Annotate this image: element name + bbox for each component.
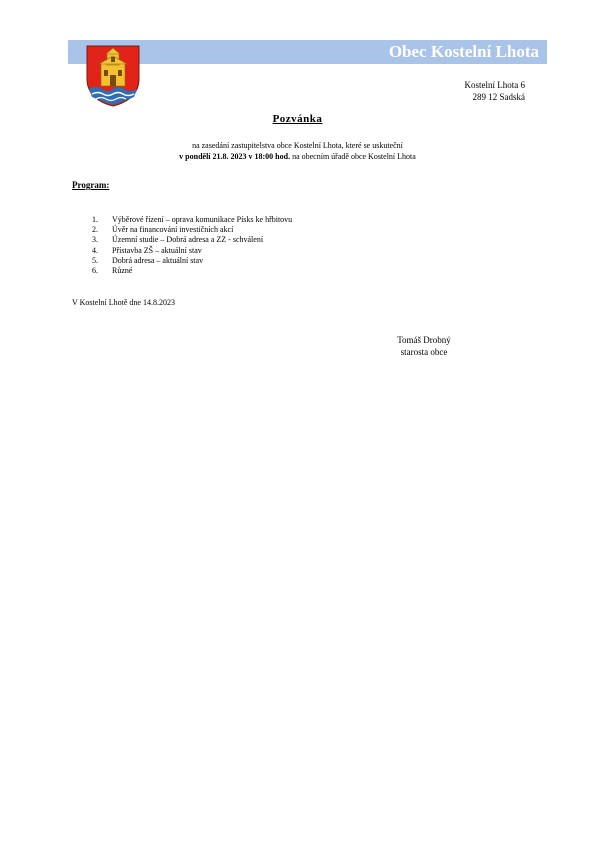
coat-of-arms-icon <box>86 45 140 107</box>
agenda-item-text: Různé <box>112 265 133 275</box>
meeting-place: na obecním úřadě obce Kostelní Lhota <box>290 151 416 161</box>
address-postcode: 289 12 Sadská <box>472 92 525 102</box>
agenda-item-text: Úvěr na financování investičních akcí <box>112 225 234 235</box>
municipality-address <box>465 79 526 103</box>
agenda-item-text: Přístavba ZŠ – aktuální stav <box>112 245 202 255</box>
date-place-line: V Kostelní Lhotě dne 14.8.2023 <box>72 298 175 307</box>
agenda-item-number: 6. <box>92 265 98 275</box>
agenda-list <box>92 215 292 276</box>
program-label: Program: <box>72 180 110 190</box>
agenda-item-number: 2. <box>92 225 98 235</box>
intro-line-2 <box>0 152 595 163</box>
signatory-role: starosta obce <box>400 347 448 357</box>
municipality-title: Obec Kostelní Lhota <box>388 42 539 61</box>
agenda-item <box>92 266 292 276</box>
document-title: Pozvánka <box>272 113 323 125</box>
agenda-item-text: Výběrové řízení – oprava komunikace Písks ke hřbitovu <box>112 215 293 224</box>
invitation-intro <box>0 141 595 162</box>
agenda-item-number: 3. <box>92 235 98 245</box>
agenda-item <box>92 215 292 225</box>
meeting-datetime: v pondělí 21.8. 2023 v 18:00 hod. <box>179 151 291 161</box>
agenda-item <box>92 225 292 235</box>
agenda-item-text: Dobrá adresa – aktuální stav <box>112 255 204 265</box>
agenda-item <box>92 235 292 245</box>
agenda-item-number: 1. <box>92 215 98 224</box>
agenda-item <box>92 256 292 266</box>
agenda-item-number: 4. <box>92 245 98 255</box>
address-street: Kostelní Lhota 6 <box>464 80 525 90</box>
agenda-item-text: Územní studie – Dobrá adresa a ZZ - schválení <box>112 235 264 245</box>
agenda-item <box>92 246 292 256</box>
signature-block <box>376 334 472 358</box>
signatory-name: Tomáš Drobný <box>397 335 451 345</box>
agenda-item-number: 5. <box>92 255 98 265</box>
intro-line-1: na zasedání zastupitelstva obce Kostelní Lhota, které se uskuteční <box>192 141 403 150</box>
